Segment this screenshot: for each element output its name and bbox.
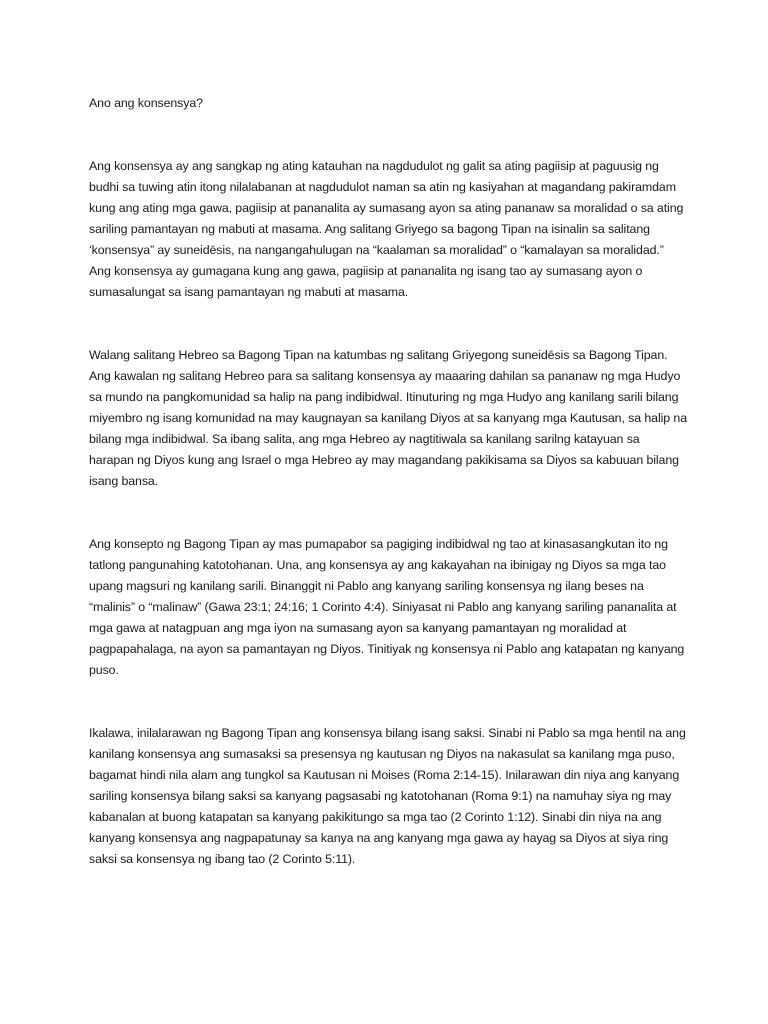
paragraph-2: Walang salitang Hebreo sa Bagong Tipan na katumbas ng salitang Griyegong suneidēsis sa Bagong Tipan. Ang kawalan ng salitang Hebreo para sa salitang konsensya ay maaaring dahilan sa pananaw ng mga Hudyo sa mundo na pangkomunidad sa halip na pang indibidwal. Itinuturing ng mga Hudyo ang kanilang sarili bilang miyembro ng isang komunidad na may kaugnayan sa kanilang Diyos at sa kanyang mga Kautusan, sa halip na bilang mga indibidwal. Sa ibang salita, ang mga Hebreo ay nagtitiwala sa kanilang sarilng katayuan sa harapan ng Diyos kung ang Israel o mga Hebreo ay may magandang pakikisama sa Diyos sa kabuuan bilang isang bansa.: [89, 348, 687, 488]
document-body: [89, 93, 687, 870]
paragraph-3: Ang konsepto ng Bagong Tipan ay mas pumapabor sa pagiging indibidwal ng tao at kinasasangkutan ito ng tatlong pangunahing katotohanan. Una, ang konsensya ay ang kakayahan na ibinigay ng Diyos sa mga tao upang magsuri ng kanilang sarili. Binanggit ni Pablo ang kanyang sariling konsensya ng ilang beses na “malinis” o “malinaw” (Gawa 23:1; 24:16; 1 Corinto 4:4). Siniyasat ni Pablo ang kanyang sariling pananalita at mga gawa at natagpuan ang mga iyon na sumasang ayon sa kanyang pamantayan ng moralidad at pagpapahalaga, na ayon sa pamantayan ng Diyos. Tinitiyak ng konsensya ni Pablo ang katapatan ng kanyang puso.: [89, 537, 685, 677]
paragraph-4: Ikalawa, inilalarawan ng Bagong Tipan ang konsensya bilang isang saksi. Sinabi ni Pablo sa mga hentil na ang kanilang konsensya ang sumasaksi sa presensya ng kautusan ng Diyos na nakasulat sa kanilang mga puso, bagamat hindi nila alam ang tungkol sa Kautusan ni Moises (Roma 2:14-15). Inilarawan din niya ang kanyang sariling konsensya bilang saksi sa kanyang pagsasabi ng katotohanan (Roma 9:1) na namuhay siya ng may kabanalan at buong katapatan sa kanyang pakikitungo sa mga tao (2 Corinto 1:12). Sinabi din niya na ang kanyang konsensya ang nagpapatunay sa kanya na ang kanyang mga gawa ay hayag sa Diyos at siya ring saksi sa konsensya ng ibang tao (2 Corinto 5:11).: [89, 726, 686, 866]
paragraph-1: Ang konsensya ay ang sangkap ng ating katauhan na nagdudulot ng galit sa ating pagiisip at paguusig ng budhi sa tuwing atin itong nilalabanan at nagdudulot naman sa atin ng kasiyahan at magandang pakiramdam kung ang ating mga gawa, pagiisip at pananalita ay sumasang ayon sa ating pananaw sa moralidad o sa ating sariling pamantayan ng mabuti at masama. Ang salitang Griyego sa bagong Tipan na isinalin sa salitang ‘konsensya” ay suneidēsis, na nangangahulugan na “kaalaman sa moralidad” o “kamalayan sa moralidad.” Ang konsensya ay gumagana kung ang gawa, pagiisip at pananalita ng isang tao ay sumasang ayon o sumasalungat sa isang pamantayan ng mabuti at masama.: [89, 159, 684, 299]
document-heading: Ano ang konsensya?: [89, 96, 203, 110]
